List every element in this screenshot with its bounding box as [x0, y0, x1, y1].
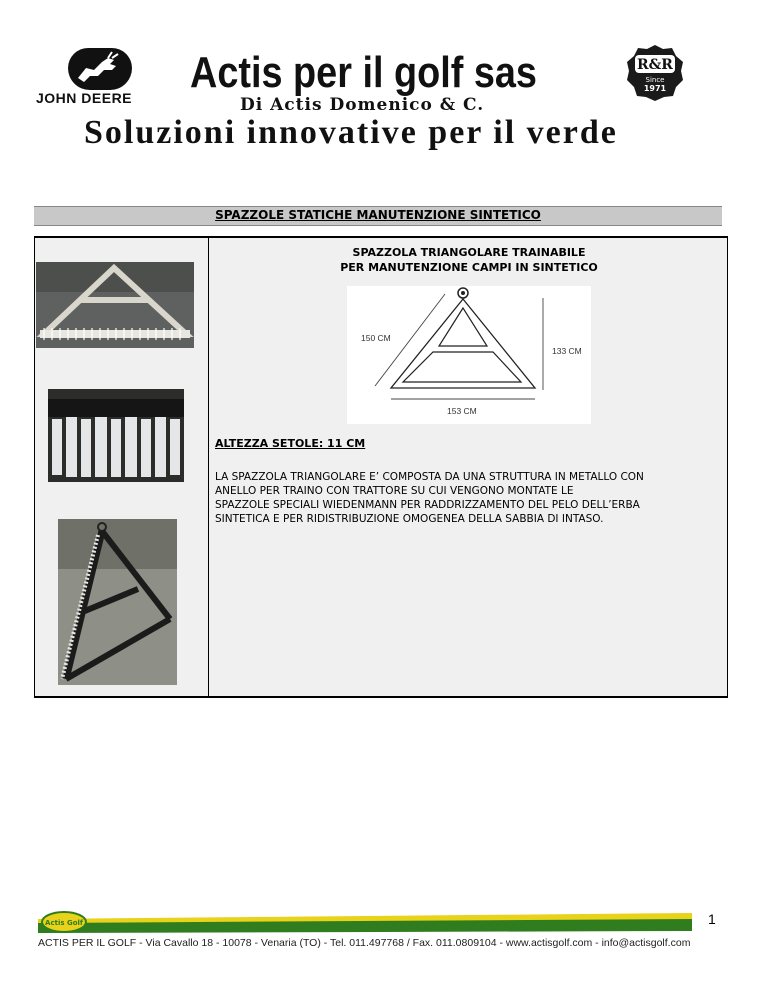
- description-line-3: SPAZZOLE SPECIALI WIEDENMANN PER RADDRIZZAMENTO DEL PELO DELL’ERBA: [215, 499, 640, 511]
- footer-color-band: [38, 913, 692, 933]
- product-title-line-1: SPAZZOLA TRIANGOLARE TRAINABILE: [352, 246, 586, 259]
- company-subtitle: Di Actis Domenico & C.: [240, 95, 485, 115]
- dimension-diagram: [347, 286, 591, 424]
- description-line-4: SINTETICA E PER RIDISTRIBUZIONE OMOGENEA DELLA SABBIA DI INTASO.: [215, 513, 604, 525]
- footer-contact-line: ACTIS PER IL GOLF - Via Cavallo 18 - 10078 - Venaria (TO) - Tel. 011.497768 / Fax. 011.0809104 - www.actisgolf.com - info@actisgolf.com: [38, 937, 691, 949]
- table-column-divider: [208, 238, 209, 697]
- actis-golf-logo: [40, 910, 96, 934]
- product-title-line-2: PER MANUTENZIONE CAMPI IN SINTETICO: [340, 261, 598, 274]
- company-name: Actis per il golf sas: [190, 48, 537, 97]
- bristle-closeup-photo: [48, 389, 184, 482]
- description-line-1: LA SPAZZOLA TRIANGOLARE E’ COMPOSTA DA UNA STRUTTURA IN METALLO CON: [215, 471, 644, 483]
- footer-logo-text: Actis Golf: [45, 919, 83, 927]
- side-length-label: 150 CM: [361, 333, 391, 343]
- section-title: SPAZZOLE STATICHE MANUTENZIONE SINTETICO: [215, 208, 541, 222]
- john-deere-wordmark: JOHN DEERE: [36, 90, 133, 106]
- badge-main-text: R&R: [637, 57, 673, 73]
- brush-photo-standing: [58, 519, 177, 685]
- height-label: 133 CM: [552, 346, 582, 356]
- tagline: Soluzioni innovative per il verde: [84, 114, 618, 151]
- badge-since-text: Since: [645, 76, 665, 84]
- page-number: 1: [708, 911, 716, 927]
- product-title: [210, 245, 728, 275]
- description-line-2: ANELLO PER TRAINO CON TRATTORE SU CUI VENGONO MONTATE LE: [215, 485, 574, 497]
- brush-photo-floor: [36, 262, 194, 348]
- bristle-height: ALTEZZA SETOLE: 11 CM: [215, 437, 366, 450]
- badge-year-text: 1971: [643, 84, 667, 93]
- rr-since-badge: [626, 44, 684, 102]
- base-length-label: 153 CM: [447, 406, 477, 416]
- john-deere-deer-logo: [68, 48, 132, 90]
- product-description: [215, 470, 727, 526]
